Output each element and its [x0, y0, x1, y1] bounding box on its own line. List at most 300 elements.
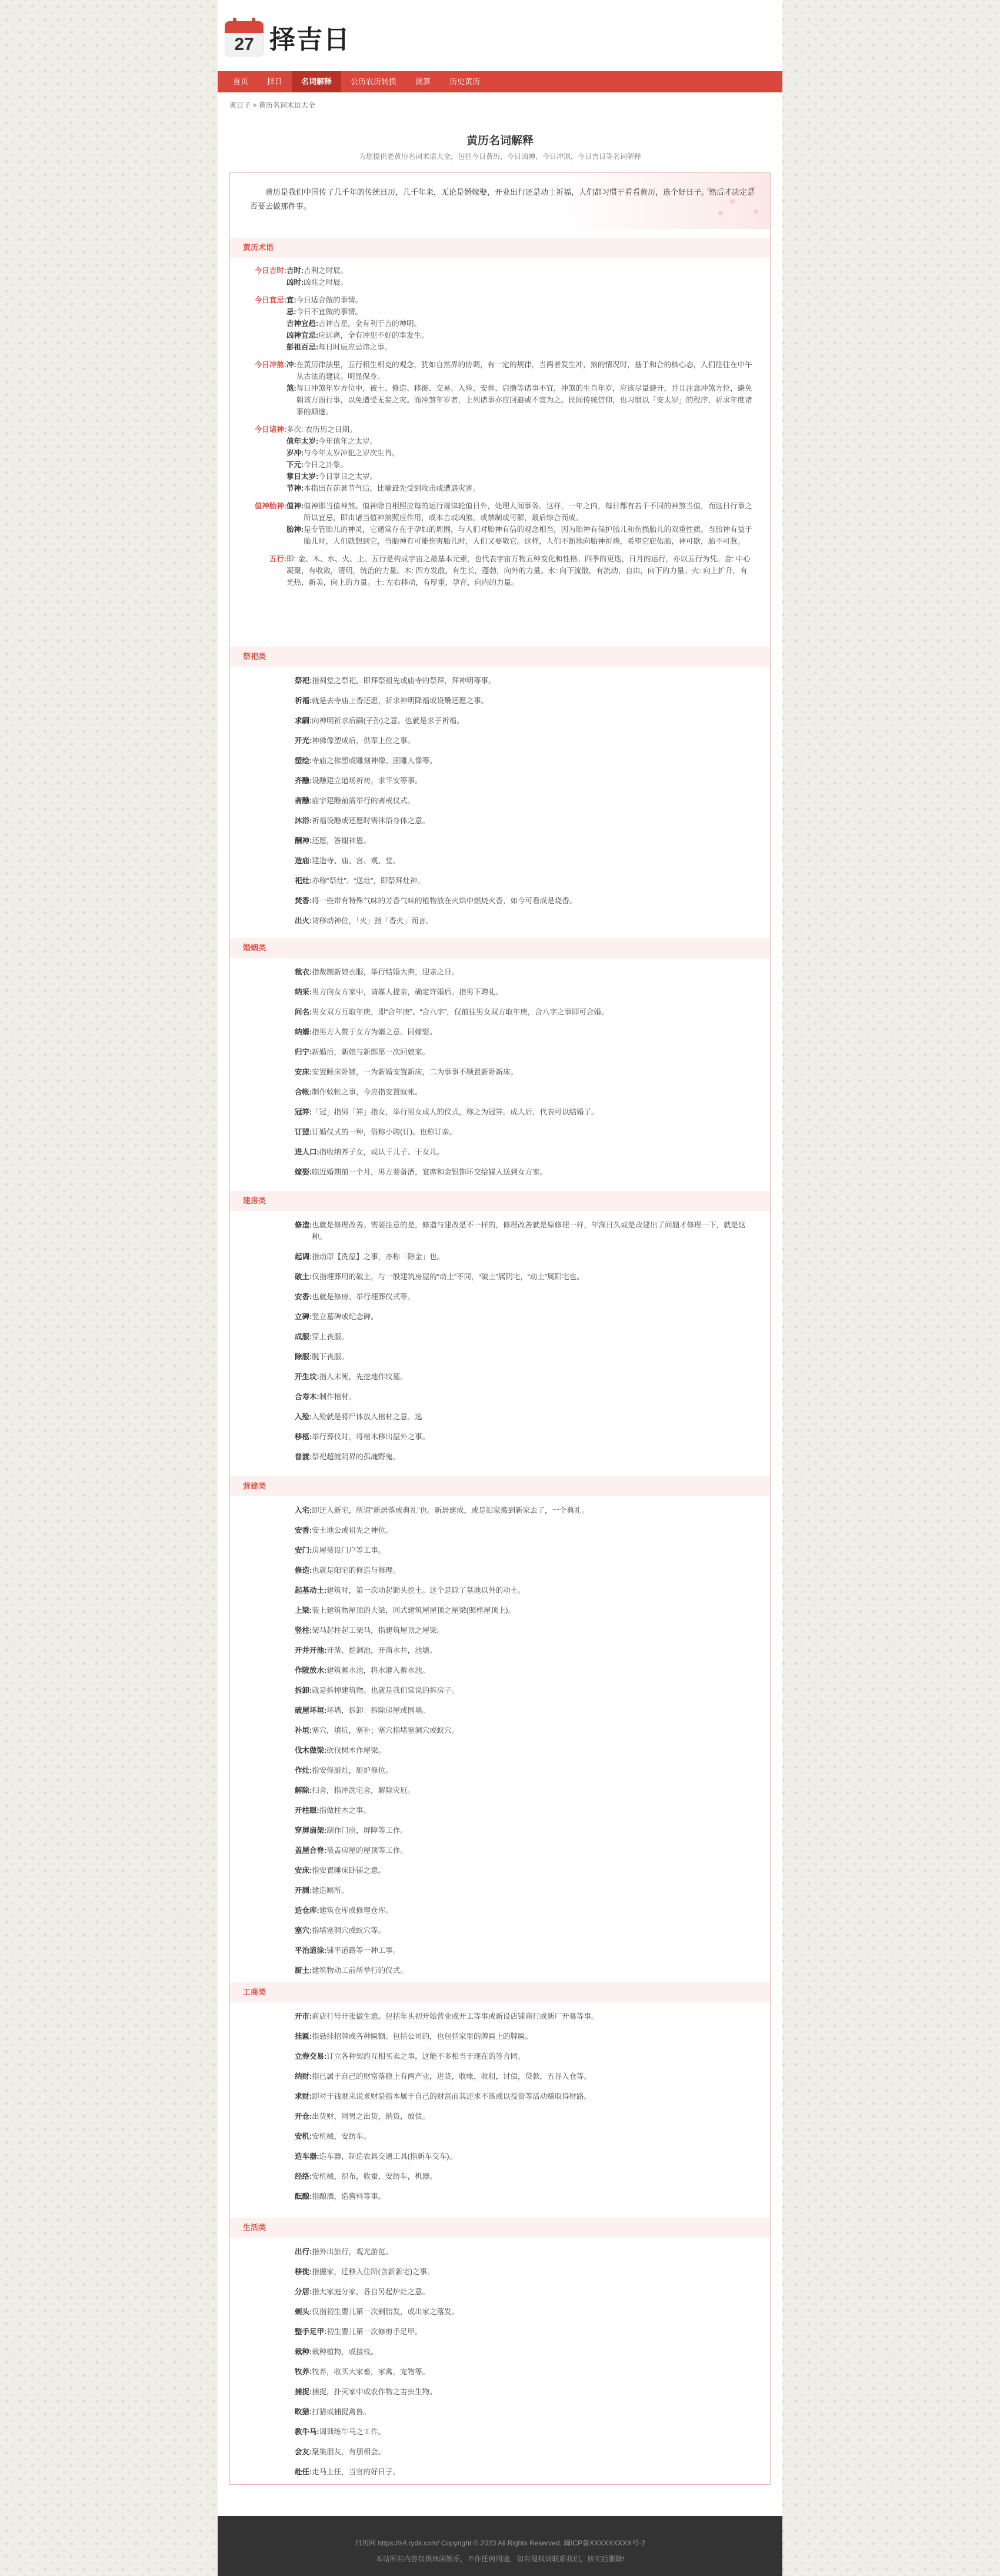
- definition: 制作棺材。: [319, 1393, 356, 1401]
- term-row: [295, 2246, 752, 2258]
- term-row: [295, 695, 752, 707]
- term-row: [295, 1625, 752, 1636]
- term: 酬神:: [295, 837, 312, 845]
- term: 入殓:: [295, 1413, 312, 1421]
- group-name: 今日诸神:: [254, 425, 286, 434]
- term-row: [295, 2306, 752, 2318]
- definition: 吉利之时辰。: [304, 267, 348, 275]
- term-row: [295, 1805, 752, 1816]
- term: 合帐:: [295, 1088, 312, 1096]
- definition: 扫舍，指冲洗宅舍，解除灾厄。: [312, 1786, 415, 1795]
- definition: 建筑仓库或修理仓库。: [319, 1906, 393, 1915]
- definition: 造车器，制造农具交通工具(指新车交车)。: [319, 2152, 456, 2161]
- term: 安香:: [295, 1293, 312, 1301]
- definition: 指安置睡床卧铺之意。: [312, 1866, 386, 1875]
- term: 普渡:: [295, 1453, 312, 1461]
- term: 平治道涂:: [295, 1946, 327, 1955]
- definition: 每日时辰应忌讳之事。: [318, 343, 392, 351]
- term: 造庙:: [295, 857, 312, 865]
- section-worship: [230, 647, 770, 935]
- definition: 调训练牛马之工作。: [319, 2428, 386, 2436]
- calendar-icon: [225, 18, 264, 56]
- term-row: [295, 2406, 752, 2418]
- definition: 砍伐树木作屋梁。: [326, 1746, 386, 1755]
- term-row: [295, 2091, 752, 2102]
- term-row: [295, 2191, 752, 2202]
- term: 齐醮:: [295, 777, 312, 785]
- section-marriage: [230, 938, 770, 1186]
- group-name: 五行:: [269, 555, 286, 563]
- nav-date-select[interactable]: 择日: [267, 77, 283, 86]
- term: 造车器:: [295, 2152, 319, 2161]
- definition: 指堵塞洞穴或蚁穴等。: [312, 1926, 386, 1935]
- term-row: [295, 1845, 752, 1856]
- term-row: [295, 1146, 752, 1158]
- definition: 指大家庭分家，各自另起炉灶之意。: [312, 2288, 430, 2296]
- definition: 也就是修房。举行埋葬仪式等。: [312, 1293, 415, 1301]
- term: 忌:: [286, 308, 296, 316]
- term: 纳财:: [295, 2072, 312, 2081]
- term-row: [295, 755, 752, 767]
- definition: 今日不宜做的事情。: [296, 308, 363, 316]
- definition: 寺庙之佛塑或雕刻神像、画雕人像等。: [312, 757, 437, 765]
- section-daily-life: [230, 2218, 770, 2486]
- term-row: [295, 986, 752, 998]
- definition: 今年值年之太岁。: [318, 437, 378, 445]
- term-row: [295, 1106, 752, 1118]
- term: 问名:: [295, 1008, 312, 1016]
- section-title: 婚姻类: [230, 938, 770, 958]
- definition: 指做柱木之事。: [319, 1806, 371, 1815]
- term: 煞:: [286, 384, 296, 392]
- term-row: [295, 1351, 752, 1363]
- logo-text: 择吉日: [269, 25, 351, 55]
- term-row: [295, 2326, 752, 2338]
- definition: 「冠」指男「笄」指女，举行男女成人的仪式，称之为冠笄。成人后，代表可以结婚了。: [312, 1108, 599, 1116]
- site-logo[interactable]: [225, 16, 351, 58]
- term-row: [295, 1725, 752, 1736]
- term: 节神:: [286, 484, 304, 492]
- definition: 也就是修理改善。需要注意的是，修造与建改是不一样的，修理改善就是原修理一样，年深日久或是改建出了问题才修理一下，就是这种。: [312, 1221, 746, 1241]
- definition: 塞穴，填坑，塞补；塞穴指堵塞洞穴或蚁穴。: [312, 1726, 459, 1735]
- term: 剃头:: [295, 2308, 312, 2316]
- definition: 初生婴儿第一次修剪手足甲。: [326, 2328, 422, 2336]
- term: 酝酿:: [295, 2192, 312, 2201]
- term: 开厕:: [295, 1886, 312, 1895]
- term-row: [295, 2111, 752, 2122]
- term-row: [295, 735, 752, 747]
- term-row: [295, 1865, 752, 1876]
- term-row: [295, 2386, 752, 2398]
- term: 立碑:: [295, 1313, 312, 1321]
- term-row: [295, 2131, 752, 2142]
- term-row: [295, 1331, 752, 1343]
- term: 开光:: [295, 737, 312, 745]
- term: 挂匾:: [295, 2032, 312, 2041]
- definition: 安机械，织布，收蚕，安纺车，机器。: [312, 2172, 437, 2181]
- calendar-day: 27: [225, 33, 264, 56]
- section-title: 生活类: [230, 2218, 770, 2238]
- term-row: [295, 2466, 752, 2478]
- term-row: [295, 1925, 752, 1936]
- definition: 还愿，答谢神恩。: [312, 837, 371, 845]
- term: 盖屋合脊:: [295, 1846, 327, 1855]
- term-row: [295, 1565, 752, 1576]
- term-row: [295, 1066, 752, 1078]
- definition: 设醮建立道场祈祷，求平安等事。: [312, 777, 422, 785]
- definition: 亦称“祭灶”、“送灶”，即祭拜灶神。: [312, 877, 425, 885]
- definition: 今日之卦象。: [304, 461, 348, 469]
- section-title: 黄历术语: [230, 238, 770, 258]
- definition: 神佛像塑成后，供奉上位之事。: [312, 737, 415, 745]
- definition: 吉神吉星，全有利于吉的神明。: [318, 319, 422, 328]
- definition: 即对于钱财来说求财是指本属于自己的财富而其还求不该或以投资等活动赚取得财路。: [312, 2092, 592, 2101]
- term: 立券交易:: [295, 2052, 327, 2061]
- term: 除服:: [295, 1353, 312, 1361]
- term-row: [295, 1219, 752, 1243]
- term-row: [295, 1785, 752, 1796]
- term: 开仓:: [295, 2112, 312, 2121]
- footer-copyright: 日历网 https://s4.rydk.com/ Copyright © 2023 All Rights Reserved. 闽ICP备XXXXXXXXX号-2: [355, 2539, 645, 2547]
- definition: 临近婚期前一个月，男方要备酒，宴席和金银饰环交给媒人送到女方家。: [312, 1168, 548, 1176]
- term: 伐木做梁:: [295, 1746, 327, 1755]
- term: 赴任:: [295, 2468, 312, 2476]
- term-row: [295, 1451, 752, 1463]
- main-nav: [218, 71, 782, 92]
- definition: 架马起柱起工架马，指建筑屋顶之屋梁。: [312, 1626, 445, 1635]
- definition: 指动原【洗屋】之事，亦称「除金」也。: [312, 1253, 445, 1261]
- term: 冠笄:: [295, 1108, 312, 1116]
- definition: 祈福设醮或还愿时需沐浴身体之意。: [312, 817, 430, 825]
- term: 经络:: [295, 2172, 312, 2181]
- term: 会友:: [295, 2448, 312, 2456]
- term-row: [295, 1605, 752, 1616]
- term-row: [295, 1505, 752, 1516]
- term: 入宅:: [295, 1506, 312, 1515]
- term-row: [295, 1645, 752, 1656]
- term-row: [295, 1585, 752, 1596]
- term: 进人口:: [295, 1148, 319, 1156]
- term: 拆卸:: [295, 1686, 312, 1695]
- term: 求嗣:: [295, 717, 312, 725]
- term: 竖柱:: [295, 1626, 312, 1635]
- definition: 指人未死，先挖地作坟墓。: [319, 1373, 408, 1381]
- nav-calendar-convert[interactable]: 公历农历转换: [351, 77, 397, 86]
- term: 开柱眼:: [295, 1806, 319, 1815]
- definition: 开凿、挖洞池，开凿水井，池塘。: [326, 1646, 437, 1655]
- term-row: [295, 1705, 752, 1716]
- term-row: [295, 2446, 752, 2458]
- page-subtitle: 为您提供老黄历名词术语大全，包括今日黄历，今日凶神，今日冲煞，今日吉日等名词解释: [358, 152, 641, 161]
- term: 安床:: [295, 1866, 312, 1875]
- definition: 向神明祈求后嗣(子孙)之意。也就是求子祈福。: [312, 717, 464, 725]
- definition: 房屋装设门户等工事。: [312, 1546, 386, 1555]
- definition: 新婚后，新娘与新郎第一次回娘家。: [312, 1048, 430, 1056]
- definition: 就是去寺庙上香还愿，祈求神明降福或设醮还愿之事。: [312, 697, 489, 705]
- term: 造仓库:: [295, 1906, 319, 1915]
- term-row: [295, 1745, 752, 1756]
- footer-disclaimer: 本站所有内容仅供休闲娱乐，不作任何用途，如有侵权请联系我们，核实后删除!: [375, 2555, 625, 2563]
- term: 整手足甲:: [295, 2328, 327, 2336]
- term: 起调:: [295, 1253, 312, 1261]
- term: 塑绘:: [295, 757, 312, 765]
- group-name: 今日吉时:: [254, 267, 286, 275]
- term: 安床:: [295, 1068, 312, 1076]
- term: 穿屏扇架:: [295, 1826, 327, 1835]
- definition: 打猎或捕捉禽兽。: [312, 2408, 371, 2416]
- definition: 指已属于自己的财富落稳上有两产业，进货，收帐，收租，讨债，贷款，五谷入仓等。: [312, 2072, 592, 2081]
- group-lucky-hours: [230, 265, 770, 288]
- term: 岁冲:: [286, 449, 304, 457]
- nav-home[interactable]: 首页: [233, 77, 249, 86]
- term: 安门:: [295, 1546, 312, 1555]
- definition: 制作蚊帐之事，今应指安置蚊帐。: [312, 1088, 422, 1096]
- term-row: [295, 1945, 752, 1956]
- term-row: [295, 875, 752, 887]
- term-row: [295, 1391, 752, 1403]
- term-row: [295, 675, 752, 687]
- term: 嫁娶:: [295, 1168, 312, 1176]
- term: 开市:: [295, 2012, 312, 2021]
- definition: 铺平道路等一种工事。: [326, 1946, 401, 1955]
- group-deities: [230, 424, 770, 494]
- term-row: [295, 1965, 752, 1976]
- term: 归宁:: [295, 1048, 312, 1056]
- term-row: [295, 1291, 752, 1303]
- definition: 请移动神位，「火」指「香火」而言。: [312, 917, 434, 925]
- breadcrumb-home[interactable]: 黄日子: [229, 101, 251, 109]
- group-clash: [230, 359, 770, 418]
- definition: 在黄历律法里，五行相生相克的观念，犹如自然界的协调，有一定的规律，当两者发生冲，煞的情况时，基于和合的核心态，人们往往在中午从古法的建议。明显保身。: [296, 361, 752, 381]
- term: 胎神:: [286, 525, 304, 534]
- term: 求财:: [295, 2092, 312, 2101]
- term-row: [295, 1126, 752, 1138]
- term-row: [295, 1665, 752, 1676]
- term: 斋醮:: [295, 797, 312, 805]
- term-row: [295, 1825, 752, 1836]
- definition: 订立各种契约互相买卖之事，这能不多相当于现在的签合同。: [326, 2052, 525, 2061]
- term: 破屋坏垣:: [295, 1706, 327, 1715]
- term-row: [295, 2031, 752, 2042]
- definition: 建造厕所。: [312, 1886, 349, 1895]
- term-row: [295, 835, 752, 847]
- section-title: 建房类: [230, 1191, 770, 1211]
- term-row: [295, 2171, 752, 2182]
- breadcrumb: [229, 100, 315, 110]
- content-box: [229, 172, 771, 2485]
- term: 沐浴:: [295, 817, 312, 825]
- definition: 穿上丧服。: [312, 1333, 349, 1341]
- definition: 装盖房屋的屋顶等工作。: [326, 1846, 408, 1855]
- definition: 指悬挂招牌或各种匾额。包括公司的，也包括家里的牌匾上的牌匾。: [312, 2032, 533, 2041]
- term: 凶神宜忌:: [286, 331, 319, 340]
- term: 祀灶:: [295, 877, 312, 885]
- term: 上梁:: [295, 1606, 312, 1615]
- definition: 指外出旅行，观光游览。: [312, 2248, 393, 2256]
- definition: 仅指埋葬用的破土，与一般建筑房屋的“动土”不同，“破土”属阴宅，“动土”属阳宅也。: [312, 1273, 584, 1281]
- term: 解除:: [295, 1786, 312, 1795]
- definition: 是专管胎儿的神灵，它通常存在于孕妇的周围，与人们对胎神有信的观念相当，因为胎神有保护胎儿和伤损胎儿的双重性质。当胎神有益于胎儿时，人们就想到它，当胎神有可能伤害胎儿时，人们又要敬它。这样，人们不断地向胎神祈祷，希望它庇佑胎，神可歇，胎不可惹。: [304, 525, 752, 545]
- definition: 栽种植物，或接枝。: [312, 2348, 378, 2356]
- nav-history-almanac[interactable]: 历史黄历: [449, 77, 481, 86]
- term-row: [295, 2071, 752, 2082]
- definition: 捕捉，扑灭家中或农作物之害虫生物。: [312, 2388, 437, 2396]
- definition: 与今年太岁冲犯之岁次生肖。: [304, 449, 399, 457]
- definition: 指裁制新娘衣服，举行结婚大典，迎亲之日。: [312, 968, 459, 976]
- term: 畋猎:: [295, 2408, 312, 2416]
- term: 捕捉:: [295, 2388, 312, 2396]
- group-duty-fetal-gods: [230, 500, 770, 547]
- definition: 就是拆掉建筑物。也就是我们常说的拆房子。: [312, 1686, 459, 1695]
- term-row: [295, 855, 752, 867]
- term-row: [295, 1545, 752, 1556]
- definition: 指收纳养子女，或认干儿子、干女儿。: [319, 1148, 445, 1156]
- definition: 建筑蓄水池，将水灌入蓄水池。: [326, 1666, 430, 1675]
- definition: 指祠堂之祭祀，即拜祭祖先或庙寺的祭拜，拜神明等事。: [312, 677, 496, 685]
- term-row: [295, 1311, 752, 1323]
- definition: 安机械，安纺车。: [312, 2132, 371, 2141]
- term-row: [295, 1006, 752, 1018]
- term-row: [295, 1166, 752, 1178]
- term-row: [295, 2366, 752, 2378]
- definition: 牧养，收买大家畜，家禽，宠物等。: [312, 2368, 430, 2376]
- page-container: [218, 0, 782, 2576]
- group-name: 值神胎神:: [254, 502, 286, 510]
- definition: 竖立墓碑或纪念碑。: [312, 1313, 378, 1321]
- term: 裁衣:: [295, 968, 312, 976]
- term-row: [295, 2051, 752, 2062]
- term-row: [295, 1685, 752, 1696]
- term: 冲:: [286, 361, 296, 369]
- term: 开生坟:: [295, 1373, 319, 1381]
- definition: 庙宇建醮前需举行的斋戒仪式。: [312, 797, 415, 805]
- definition: 出货财，同男之出货，纳货，放债。: [312, 2112, 430, 2121]
- term-row: [295, 1251, 752, 1263]
- term: 补垣:: [295, 1726, 312, 1735]
- term: 厨土:: [295, 1966, 312, 1975]
- term: 移徙:: [295, 2268, 312, 2276]
- term: 订盟:: [295, 1128, 312, 1136]
- definition: 建造寺、庙、宫、观、堂。: [312, 857, 401, 865]
- definition: 仅指初生婴儿第一次剃胎发，或出家之落发。: [312, 2308, 459, 2316]
- definition: 安土地公或祖先之神位。: [312, 1526, 393, 1535]
- definition: 本指出在前暑节气后，比喻最先受到攻击或遭遇灾害。: [304, 484, 481, 492]
- term-row: [295, 2426, 752, 2438]
- term: 值年太岁:: [286, 437, 319, 445]
- term: 焚香:: [295, 897, 312, 905]
- definition: 制作门扇，屏障等工作。: [326, 1826, 408, 1835]
- term: 彭祖百忌:: [286, 343, 319, 351]
- section-almanac-terms: [230, 238, 770, 588]
- term: 移柩:: [295, 1433, 312, 1441]
- definition: 聚集朋友，有朋相会。: [312, 2448, 386, 2456]
- term-row: [295, 1431, 752, 1443]
- section-building-house: [230, 1191, 770, 1471]
- section-title: 营建类: [230, 1476, 770, 1496]
- definition: 男女双方互取年庚，即“合年庚”、“合八字”，仅前往男女双方取年庚，合八字之事即可合婚。: [312, 1008, 609, 1016]
- site-footer: [218, 2516, 782, 2576]
- definition: 建筑物动工前所举行的仪式。: [312, 1966, 408, 1975]
- term-row: [295, 2346, 752, 2358]
- term-row: [295, 2286, 752, 2298]
- term: 修造:: [295, 1566, 312, 1575]
- term: 掌日太岁:: [286, 472, 319, 481]
- group-dos-donts: [230, 294, 770, 353]
- term: 破土:: [295, 1273, 312, 1281]
- term: 值神:: [286, 502, 304, 510]
- term: 纳婿:: [295, 1028, 312, 1036]
- definition: 凶兆之时辰。: [304, 278, 348, 287]
- term-row: [295, 1885, 752, 1896]
- term-row: [295, 795, 752, 807]
- nav-glossary[interactable]: 名词解释: [292, 71, 341, 92]
- term: 塞穴:: [295, 1926, 312, 1935]
- section-title: 祭祀类: [230, 647, 770, 667]
- definition: 走马上任，当官的好日子。: [312, 2468, 401, 2476]
- term: 成服:: [295, 1333, 312, 1341]
- definition: 订婚仪式的一种，俗称小聘(订)。也称订亲。: [312, 1128, 456, 1136]
- term-row: [295, 1086, 752, 1098]
- term: 牧养:: [295, 2368, 312, 2376]
- group-five-elements: [230, 553, 770, 588]
- breadcrumb-separator: >: [251, 101, 259, 109]
- term: 开井开池:: [295, 1646, 327, 1655]
- term: 安机:: [295, 2132, 312, 2141]
- term: 作灶:: [295, 1766, 312, 1775]
- definition: 建筑时，第一次动起锄头挖土。这个是除了墓地以外的动土。: [326, 1586, 525, 1595]
- term-row: [295, 1026, 752, 1038]
- definition: 每日冲煞年岁方位中，被土、修造、移徙、交易、入殓、安葬、启攒等诸事不宜，冲煞的生肖年岁，应该尽量避开，并且注意冲煞方位，避免朝该方面行事，以免遭受无妄之灾。而冲煞年岁者，上列诸事亦应回避或不宜为之。民间传统信仰，也习惯以「安太岁」的程序，祈求年度诸事的顺遂。: [296, 384, 752, 416]
- definition: 安置睡床卧铺，一为新婚安置新床，二为事事不顺置新卧新床。: [312, 1068, 518, 1076]
- term: 出火:: [295, 917, 312, 925]
- term: 出行:: [295, 2248, 312, 2256]
- term-row: [295, 2151, 752, 2162]
- group-name: 今日宜忌:: [254, 296, 286, 304]
- term: 吉神宜趋:: [286, 319, 319, 328]
- breadcrumb-current: 黄历名词术语大全: [258, 101, 315, 109]
- term: 祈福:: [295, 697, 312, 705]
- term-row: [295, 715, 752, 727]
- term: 分居:: [295, 2288, 312, 2296]
- definition: 指男方入赘于女方为婿之意。同嫁娶。: [312, 1028, 437, 1036]
- term-row: [295, 1525, 752, 1536]
- term: 吉时:: [286, 267, 304, 275]
- term-row: [295, 2266, 752, 2278]
- definition: 将一些带有特殊气味的芳香气味的植物放在火焰中燃烧火香，如今可看成是烧香。: [312, 897, 577, 905]
- definition: 脱下丧服。: [312, 1353, 349, 1361]
- term: 起基动土:: [295, 1586, 327, 1595]
- group-name: 今日冲煞:: [254, 361, 286, 369]
- term: 凶时:: [286, 278, 304, 287]
- term-row: [295, 915, 752, 927]
- definition: 也就是阳宅的修造与修理。: [312, 1566, 401, 1575]
- definition: 坏墙，拆卸：拆除房屋或围墙。: [326, 1706, 430, 1715]
- definition: 男方向女方家中，请媒人提亲，确定许婚后。指男下聘礼。: [312, 988, 504, 996]
- term: 下元:: [286, 461, 304, 469]
- section-commerce: [230, 1982, 770, 2211]
- definition: 即迁入新宅，所谓“新居落成典礼”也。新居建成，或是旧家搬到新家去了，一个典礼。: [312, 1506, 589, 1515]
- term-row: [295, 2011, 752, 2022]
- term-row: [295, 1411, 752, 1423]
- nav-fortune[interactable]: 测算: [415, 77, 431, 86]
- definition: 装上建筑物屋顶的大梁，同式建筑屋屋顶之屋梁(照样屋顶上)。: [312, 1606, 515, 1615]
- section-title: 工商类: [230, 1982, 770, 2002]
- term: 修造:: [295, 1221, 312, 1229]
- definition: 多次: 农历历之日期。: [286, 425, 357, 434]
- term-row: [295, 895, 752, 907]
- definition: 应远离，全有冲犯不好的事发生。: [318, 331, 429, 340]
- definition: 指酿酒，造酱料等事。: [312, 2192, 386, 2201]
